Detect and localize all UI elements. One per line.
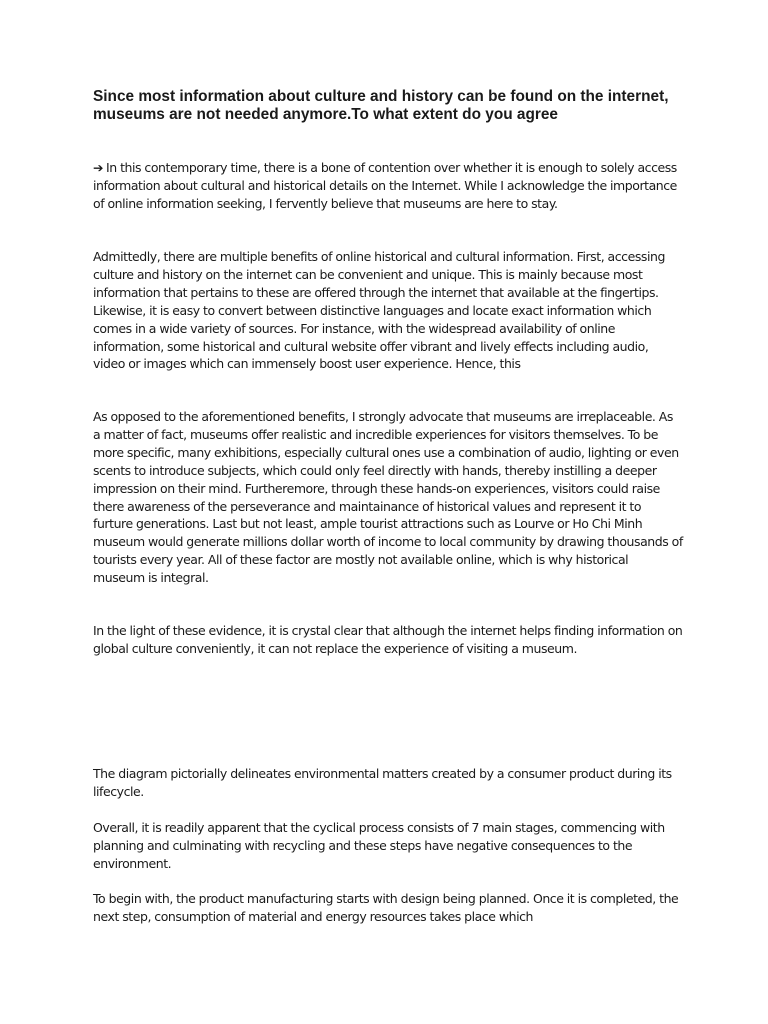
body-paragraph-1: Admittedly, there are multiple benefits of online historical and cultural information. First, accessing culture and history on the internet can be convenient and unique. This is mainly because most information that pertains to these are offered through the internet that available at the fingertips. Likewise, it is easy to convert between distinctive languages and locate exact information which comes in a wide variety of sources. For instance, with the widespread availability of online information, some historical and cultural website offer vibrant and lively effects including audio, video or images which can immensely boost user experience. Hence, this (93, 249, 665, 372)
right-arrow-icon: ➔ (93, 160, 104, 175)
diagram-body-paragraph: To begin with, the product manufacturing starts with design being planned. Once it is completed, the next step, consumption of material and energy resources takes place which (93, 891, 679, 924)
diagram-intro-paragraph: The diagram pictorially delineates environmental matters created by a consumer product during its lifecycle. (93, 766, 672, 799)
intro-paragraph-text: In this contemporary time, there is a bone of contention over whether it is enough to solely access information about cultural and historical details on the Internet. While I acknowledge the importance of online information seeking, I fervently believe that museums are here to stay. (93, 160, 677, 211)
intro-paragraph (93, 159, 683, 213)
essay-title: Since most information about culture and history can be found on the internet, museums are not needed anymore.To what extent do you agree (93, 88, 669, 123)
body-paragraph-2: As opposed to the aforementioned benefits, I strongly advocate that museums are irreplaceable. As a matter of fact, museums offer realistic and incredible experiences for visitors themselves. To be more specific, many exhibitions, especially cultural ones use a combination of audio, lighting or even scents to introduce subjects, which could only feel directly with hands, thereby instilling a deeper impression on their mind. Furtheremore, through these hands-on experiences, visitors could raise there awareness of the perseverance and maintainance of historical values and represent it to furture generations. Last but not least, ample tourist attractions such as Lourve or Ho Chi Minh museum would generate millions dollar worth of income to local community by drawing thousands of tourists every year. All of these factor are mostly not available online, which is why historical museum is integral. (93, 409, 683, 586)
diagram-overview-paragraph: Overall, it is readily apparent that the cyclical process consists of 7 main stages, commencing with planning and culminating with recycling and these steps have negative consequences to the environment. (93, 820, 665, 871)
conclusion-paragraph: In the light of these evidence, it is crystal clear that although the internet helps finding information on global culture conveniently, it can not replace the experience of visiting a museum. (93, 623, 683, 656)
